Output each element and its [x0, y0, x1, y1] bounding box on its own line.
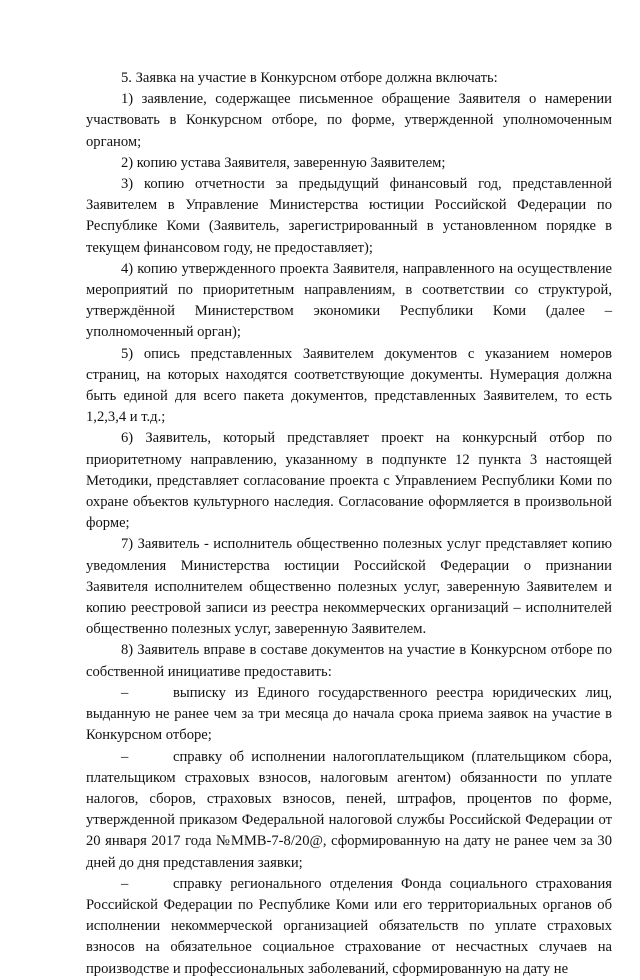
dash-list-item — [86, 874, 612, 980]
paragraph-item-7: 7) Заявитель - исполнитель общественно полезных услуг представляет копию уведомления Министерства юстиции Российской Федерации о признании Заявителя исполнителем общественно полезных услуг, заверенную Заявителем и копию реестровой записи из реестра некоммерческих организаций – исполнителей общественно полезных услуг, заверенную Заявителем. — [86, 536, 612, 638]
dash-marker: – — [121, 684, 129, 701]
paragraph-item-6: 6) Заявитель, который представляет проект на конкурсный отбор по приоритетному направлению, указанному в подпункте 12 пункта 3 настоящей Методики, представляет согласование проекта с Управлением Республики Коми по охране объектов культурного наследия. Согласование оформляется в произвольной форме; — [86, 430, 612, 532]
dash-item-text: выписку из Единого государственного реестра юридических лиц, выданную не ранее чем за три месяца до начала срока приема заявок на участие в Конкурсном отборе; — [86, 684, 612, 744]
paragraph-item-5: 5) опись представленных Заявителем документов с указанием номеров страниц, на которых находятся соответствующие документы. Нумерация должна быть единой для всего пакета документов, представленных Заявителем, то есть 1,2,3,4 и т.д.; — [86, 345, 612, 426]
dash-item-text: справку об исполнении налогоплательщиком (плательщиком сбора, плательщиком страховых взносов, налоговым агентом) обязанности по уплате налогов, сборов, страховых взносов, пеней, штрафов, процентов по форме, утвержденной приказом Федеральной налоговой службы Российской Федерации от 20 января 2017 года №ММВ-7-8/20@, сформированную на дату не ранее чем за 30 дней до дня представления заявки; — [86, 748, 612, 871]
paragraph-item-2: 2) копию устава Заявителя, заверенную Заявителем; — [121, 154, 446, 171]
dash-list-item — [86, 683, 612, 747]
paragraph-item-8: 8) Заявитель вправе в составе документов на участие в Конкурсном отборе по собственной инициативе предоставить: — [86, 642, 612, 680]
dash-item-text: справку регионального отделения Фонда социального страхования Российской Федерации по Республике Коми или его территориальных органов об исполнении некоммерческой организацией обязательств по уплате страховых взносов на обязательное социальное страхование от несчастных случаев на производстве и профессиональных заболеваний, сформированную на дату не — [86, 875, 612, 977]
paragraph-5-intro: 5. Заявка на участие в Конкурсном отборе должна включать: — [121, 70, 498, 86]
dash-list-item — [86, 747, 612, 874]
document-page — [86, 68, 612, 980]
dash-marker: – — [121, 875, 129, 892]
dash-marker: – — [121, 748, 129, 765]
paragraph-item-3: 3) копию отчетности за предыдущий финансовый год, представленной Заявителем в Управление Министерства юстиции Российской Федерации по Республике Коми (Заявитель, зарегистрированный в установленном порядке в текущем финансовом году, не предоставляет); — [86, 176, 612, 256]
paragraph-item-4: 4) копию утвержденного проекта Заявителя, направленного на осуществление мероприятий по приоритетным направлениям, в соответствии со структурой, утверждённой Министерством экономики Республики Коми (далее – уполномоченный орган); — [86, 260, 612, 341]
paragraph-item-1: 1) заявление, содержащее письменное обращение Заявителя о намерении участвовать в Конкурсном отборе, по форме, утвержденной уполномоченным органом; — [86, 91, 612, 150]
